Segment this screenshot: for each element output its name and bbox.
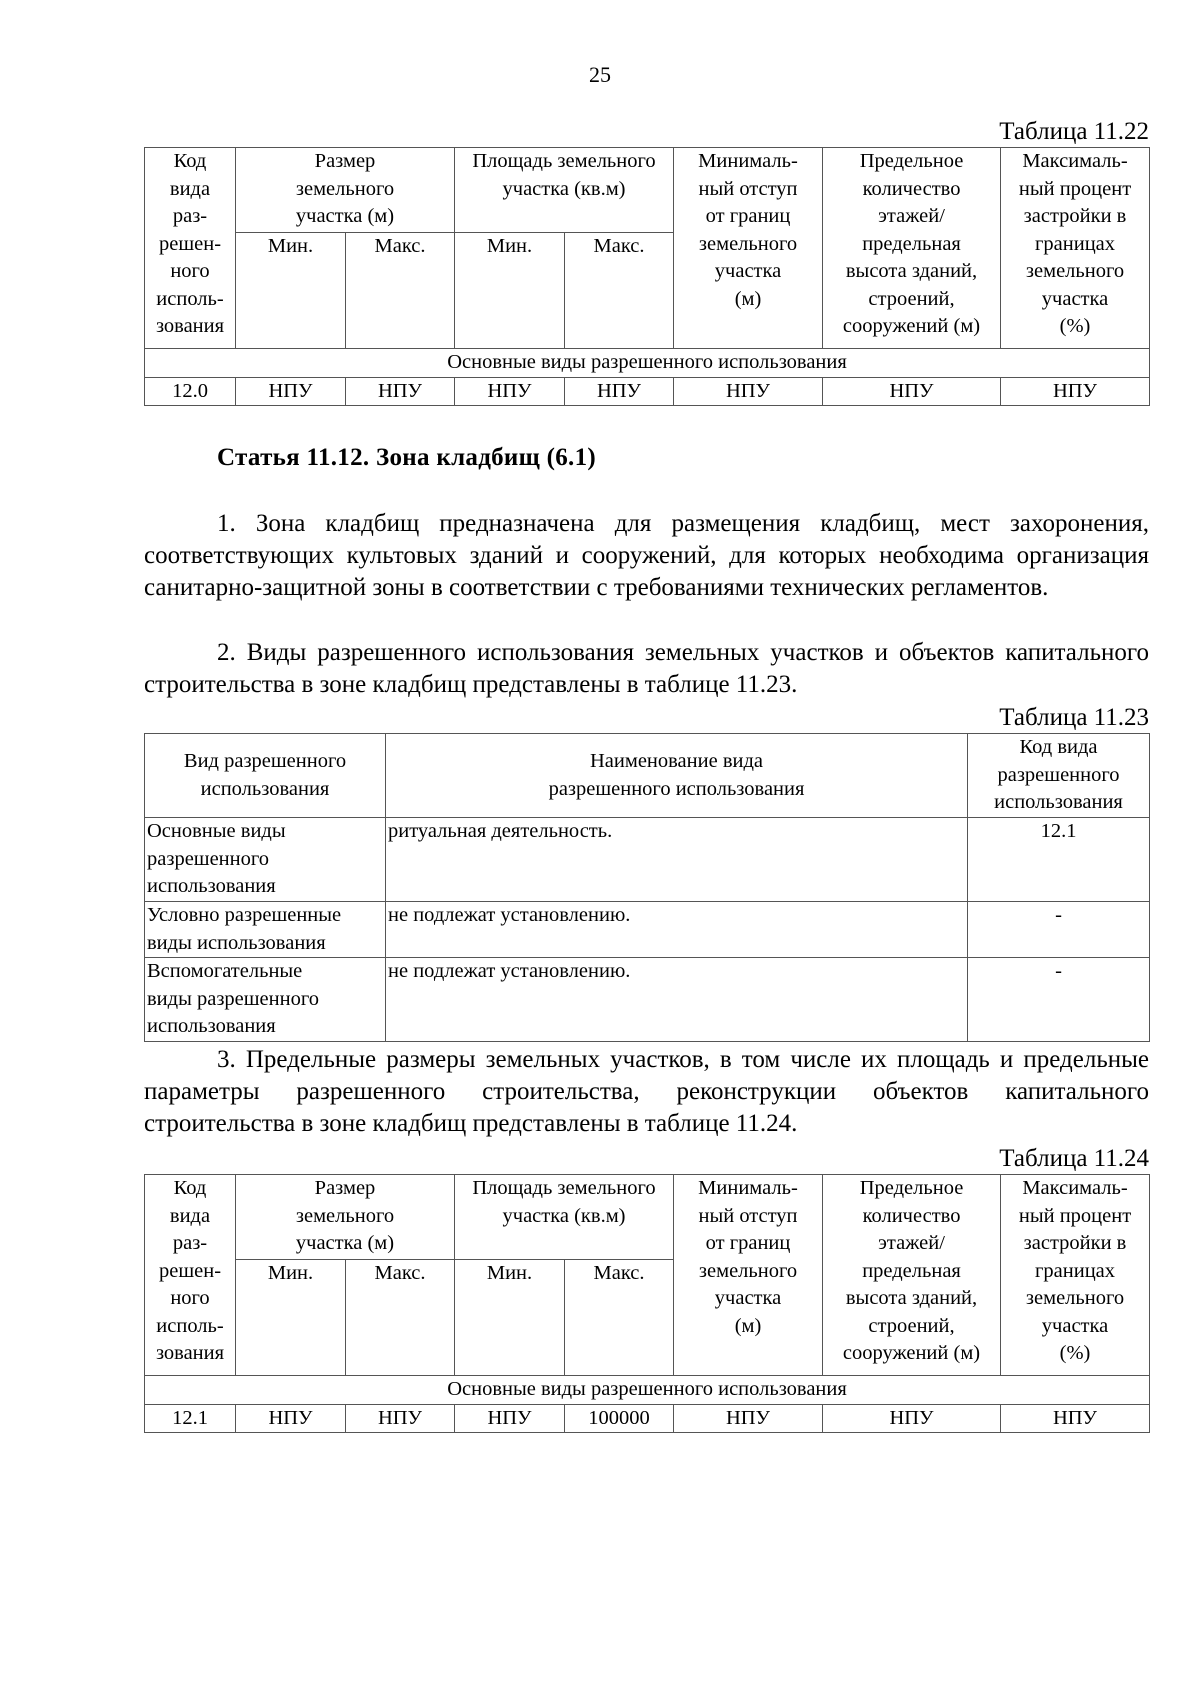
section-row: Основные виды разрешенного использования — [145, 1376, 1150, 1405]
header-area-max: Макс. — [565, 1260, 674, 1376]
table-row — [145, 377, 1150, 406]
cell: НПУ — [674, 1404, 823, 1433]
cell: НПУ — [1001, 377, 1150, 406]
header-usage-name: Наименование вида разрешенного использования — [386, 734, 968, 818]
usage-code-cell: - — [968, 902, 1150, 958]
usage-code-cell: - — [968, 958, 1150, 1042]
header-size-min: Мин. — [236, 233, 346, 349]
cell: НПУ — [236, 1404, 346, 1433]
cell: НПУ — [346, 377, 455, 406]
table-11-22 — [144, 147, 1150, 406]
cell: НПУ — [565, 377, 674, 406]
header-code: Код вида раз- решен- ного исполь- зования — [145, 1175, 236, 1376]
cell: НПУ — [346, 1404, 455, 1433]
header-plot-area: Площадь земельного участка (кв.м) — [455, 1175, 674, 1260]
usage-code-cell: 12.1 — [968, 818, 1150, 902]
table-11-23-caption: Таблица 11.23 — [999, 704, 1149, 731]
cell: НПУ — [1001, 1404, 1150, 1433]
article-heading: Статья 11.12. Зона кладбищ (6.1) — [217, 444, 596, 471]
cell: НПУ — [455, 1404, 565, 1433]
header-size-max: Макс. — [346, 1260, 455, 1376]
usage-name-cell: не подлежат установлению. — [386, 902, 968, 958]
usage-type-cell: Основные виды разрешенного использования — [145, 818, 386, 902]
paragraph-1: 1. Зона кладбищ предназначена для размещения кладбищ, мест захоронения, соответствующих культовых зданий и сооружений, для которых необходима организация санитарно-защитной зоны в соответствии с требованиями технических регламентов. — [144, 510, 1149, 601]
table-row — [145, 902, 1150, 958]
cell: НПУ — [236, 377, 346, 406]
cell: 100000 — [565, 1404, 674, 1433]
cell: 12.0 — [145, 377, 236, 406]
table-11-22-caption: Таблица 11.22 — [999, 118, 1149, 145]
cell: НПУ — [823, 1404, 1001, 1433]
header-area-min: Мин. — [455, 233, 565, 349]
usage-name-cell: не подлежат установлению. — [386, 958, 968, 1042]
header-size-min: Мин. — [236, 1260, 346, 1376]
header-area-max: Макс. — [565, 233, 674, 349]
table-row — [145, 1404, 1150, 1433]
header-max-percent: Максималь- ный процент застройки в границах земельного участка (%) — [1001, 1175, 1150, 1376]
table-11-23 — [144, 733, 1150, 1042]
page-number: 25 — [589, 62, 611, 87]
table-row — [145, 958, 1150, 1042]
header-usage-code: Код вида разрешенного использования — [968, 734, 1150, 818]
usage-type-cell: Условно разрешенные виды использования — [145, 902, 386, 958]
header-plot-size: Размер земельного участка (м) — [236, 1175, 455, 1260]
table-11-24 — [144, 1174, 1150, 1433]
table-row — [145, 818, 1150, 902]
header-plot-area: Площадь земельного участка (кв.м) — [455, 148, 674, 233]
table-11-24-caption: Таблица 11.24 — [999, 1145, 1149, 1172]
header-area-min: Мин. — [455, 1260, 565, 1376]
header-usage-type: Вид разрешенного использования — [145, 734, 386, 818]
header-max-percent: Максималь- ный процент застройки в границах земельного участка (%) — [1001, 148, 1150, 349]
paragraph-3: 3. Предельные размеры земельных участков, в том числе их площадь и предельные параметры разрешенного строительства, реконструкции объектов капитального строительства в зоне кладбищ представлены в таблице 11.24. — [144, 1046, 1149, 1137]
usage-name-cell: ритуальная деятельность. — [386, 818, 968, 902]
header-code: Код вида раз- решен- ного исполь- зования — [145, 148, 236, 349]
usage-type-cell: Вспомогательные виды разрешенного использования — [145, 958, 386, 1042]
header-min-offset: Минималь- ный отступ от границ земельного участка (м) — [674, 148, 823, 349]
header-max-floors: Предельное количество этажей/ предельная высота зданий, строений, сооружений (м) — [823, 1175, 1001, 1376]
section-row: Основные виды разрешенного использования — [145, 349, 1150, 378]
cell: НПУ — [823, 377, 1001, 406]
header-size-max: Макс. — [346, 233, 455, 349]
header-plot-size: Размер земельного участка (м) — [236, 148, 455, 233]
header-min-offset: Минималь- ный отступ от границ земельного участка (м) — [674, 1175, 823, 1376]
header-max-floors: Предельное количество этажей/ предельная высота зданий, строений, сооружений (м) — [823, 148, 1001, 349]
cell: НПУ — [455, 377, 565, 406]
cell: 12.1 — [145, 1404, 236, 1433]
cell: НПУ — [674, 377, 823, 406]
paragraph-2: 2. Виды разрешенного использования земельных участков и объектов капитального строительства в зоне кладбищ представлены в таблице 11.23. — [144, 639, 1149, 698]
